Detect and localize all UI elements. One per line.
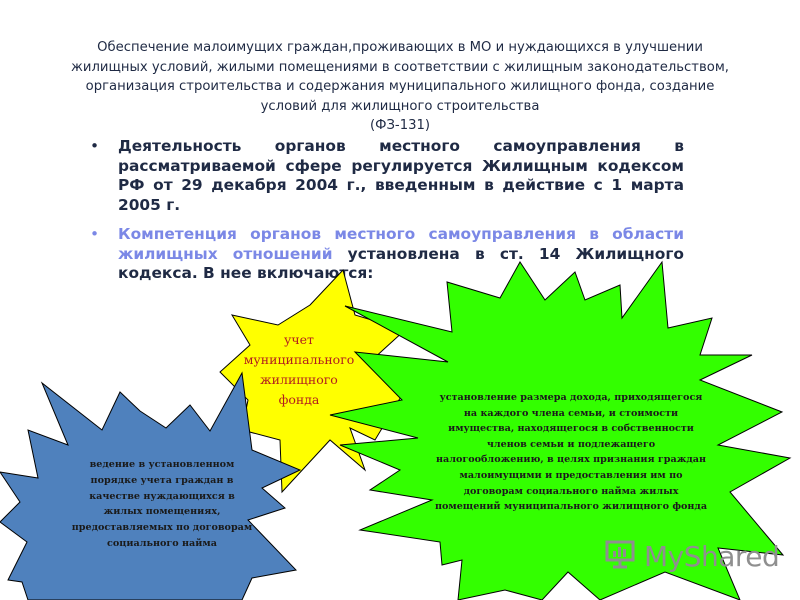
burst-line: качестве нуждающихся в <box>89 490 235 502</box>
bullet-dot-icon: • <box>90 225 100 243</box>
burst-line: предоставляемых по договорам <box>71 522 253 534</box>
burst-line: малоимущими и предоставления им по <box>459 469 683 481</box>
myshared-watermark <box>604 536 780 576</box>
bullet-text: установлена в ст. 14 Жилищного кодекса. В нее включаются: <box>118 244 684 282</box>
title-line: Обеспечение малоимущих граждан,проживающих в МО и нуждающихся в улучшении <box>97 40 703 55</box>
burst-line: налогообложению, в целях признания граждан <box>435 454 707 466</box>
blue-burst-text <box>62 457 262 552</box>
burst-line: учет <box>284 332 314 347</box>
burst-line: порядке учета граждан в <box>90 474 234 486</box>
bullet-text: Деятельность органов местного самоуправления в рассматриваемой сфере регулируется Жилищным кодексом РФ от 29 декабря 2004 г., введенным в действие с 1 марта 2005 г. <box>118 137 684 214</box>
burst-line: ведение в установленном <box>89 459 235 470</box>
bullet-highlight-text: Компетенция органов местного самоуправления в области жилищных отношений <box>118 225 684 263</box>
burst-line: на каждого члена семьи, и стоимости <box>463 407 679 419</box>
burst-line: установление размера дохода, приходящегося <box>439 392 703 403</box>
title-law-reference: (ФЗ-131) <box>369 118 431 133</box>
title-line: условий для жилищного строительства <box>260 98 540 114</box>
watermark-text: MyShared <box>644 540 780 573</box>
green-burst-text <box>418 390 724 515</box>
burst-line: договорам социального найма жилых <box>463 485 679 497</box>
burst-line: членов семьи и подлежащего <box>486 438 656 450</box>
title-line: организация строительства и содержания муниципального жилищного фонда, создание <box>85 79 715 94</box>
burst-line: жилых помещениях, <box>103 506 221 518</box>
title-line: жилищных условий, жилыми помещениями в соответствии с жилищным законодательством, <box>71 59 729 75</box>
burst-line: социального найма <box>107 537 217 549</box>
burst-line: муниципального <box>243 352 355 367</box>
yellow-burst-text <box>238 330 360 410</box>
burst-line: жилищного фонда <box>260 372 338 407</box>
burst-line: имущества, находящегося в собственности <box>448 423 694 435</box>
bullet-dot-icon: • <box>90 137 100 155</box>
burst-line: помещений муниципального жилищного фонда <box>434 501 708 513</box>
presentation-screen-icon <box>604 536 640 570</box>
